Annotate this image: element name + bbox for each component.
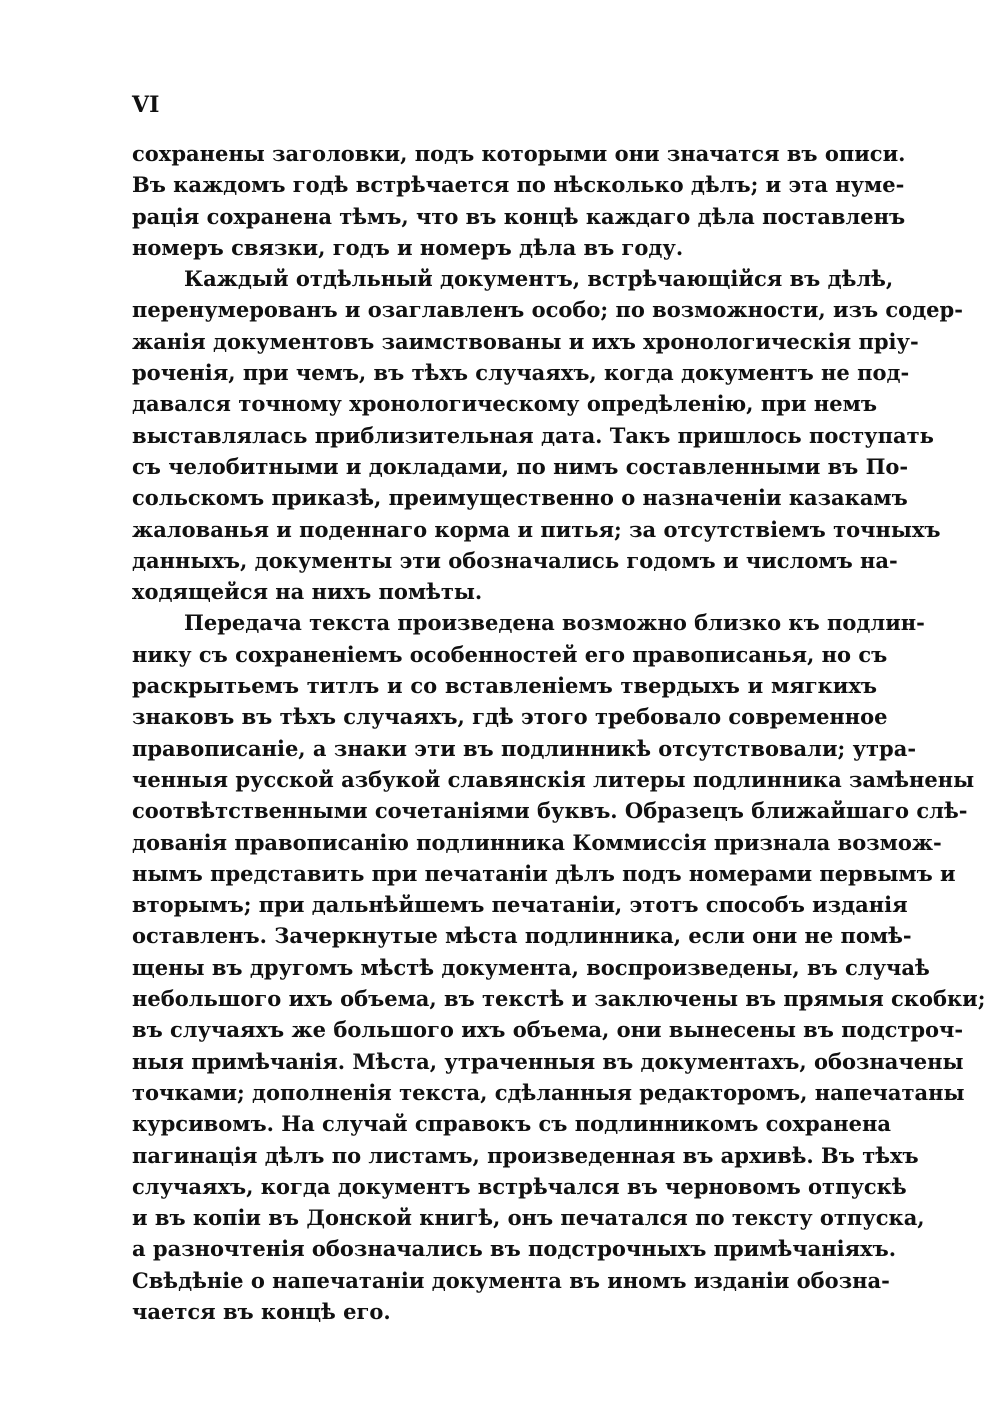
text-line: жанія документовъ заимствованы и ихъ хронологическія пріу-: [132, 328, 919, 354]
text-line: раскрытьемъ титлъ и со вставленіемъ твердыхъ и мягкихъ: [132, 673, 877, 699]
text-line: сохранены заголовки, подъ которыми они значатся въ описи.: [132, 141, 906, 166]
body-text: [132, 138, 986, 1327]
text-line: Каждый отдѣльный документъ, встрѣчающійся въ дѣлѣ,: [184, 266, 894, 292]
text-line: ченныя русской азбукой славянскія литеры подлинника замѣнены: [132, 766, 975, 792]
text-line: соотвѣтственными сочетаніями буквъ. Образецъ ближайшаго слѣ-: [132, 798, 968, 824]
text-line: оставленъ. Зачеркнутые мѣста подлинника, если они не помѣ-: [132, 923, 912, 949]
text-line: номеръ связки, годъ и номеръ дѣла въ году.: [132, 234, 684, 260]
text-line: выставлялась приблизительная дата. Такъ пришлось поступать: [132, 422, 934, 448]
text-line: щены въ другомъ мѣстѣ документа, воспроизведены, въ случаѣ: [132, 954, 930, 980]
text-line: Свѣдѣніе о напечатаніи документа въ иномъ изданіи обозна-: [132, 1267, 890, 1293]
paragraph: [132, 138, 906, 263]
text-line: небольшого ихъ объема, въ текстѣ и заключены въ прямыя скобки;: [132, 986, 986, 1012]
paragraph: [132, 607, 986, 1327]
text-line: правописаніе, а знаки эти въ подлинникѣ отсутствовали; утра-: [132, 735, 917, 761]
text-line: данныхъ, документы эти обозначались годомъ и числомъ на-: [132, 547, 898, 573]
text-line: дованія правописанію подлинника Коммиссія признала возмож-: [132, 829, 942, 855]
text-line: Въ каждомъ годѣ встрѣчается по нѣсколько дѣлъ; и эта нуме-: [132, 172, 905, 198]
paragraph: [132, 263, 963, 607]
text-line: чается въ концѣ его.: [132, 1298, 391, 1324]
text-line: точками; дополненія текста, сдѣланныя редакторомъ, напечатаны: [132, 1079, 965, 1105]
text-line: случаяхъ, когда документъ встрѣчался въ черновомъ отпускѣ: [132, 1173, 907, 1199]
text-line: перенумерованъ и озаглавленъ особо; по возможности, изъ содер-: [132, 297, 963, 323]
page-number: VI: [132, 92, 160, 118]
text-line: давался точному хронологическому опредѣленію, при немъ: [132, 391, 877, 417]
text-line: нику съ сохраненіемъ особенностей его правописанья, но съ: [132, 641, 888, 667]
text-line: ходящейся на нихъ помѣты.: [132, 579, 483, 605]
text-line: роченія, при чемъ, въ тѣхъ случаяхъ, когда документъ не под-: [132, 360, 910, 386]
text-line: Передача текста произведена возможно близко къ подлин-: [184, 610, 925, 636]
text-line: въ случаяхъ же большого ихъ объема, они вынесены въ подстроч-: [132, 1017, 964, 1043]
text-line: ныя примѣчанія. Мѣста, утраченныя въ документахъ, обозначены: [132, 1048, 964, 1074]
text-line: съ челобитными и докладами, по нимъ составленными въ По-: [132, 453, 909, 479]
text-line: знаковъ въ тѣхъ случаяхъ, гдѣ этого требовало современное: [132, 704, 888, 730]
text-line: нымъ представить при печатаніи дѣлъ подъ номерами первымъ и: [132, 860, 956, 886]
text-line: а разночтенія обозначались въ подстрочныхъ примѣчаніяхъ.: [132, 1236, 897, 1262]
text-line: пагинація дѣлъ по листамъ, произведенная въ архивѣ. Въ тѣхъ: [132, 1142, 919, 1168]
text-line: курсивомъ. На случай справокъ съ подлинникомъ сохранена: [132, 1111, 891, 1137]
text-line: жалованья и поденнаго корма и питья; за отсутствіемъ точныхъ: [132, 516, 941, 542]
text-line: вторымъ; при дальнѣйшемъ печатаніи, этотъ способъ изданія: [132, 892, 908, 918]
text-line: и въ копіи въ Донской книгѣ, онъ печатался по тексту отпуска,: [132, 1205, 925, 1231]
text-line: сольскомъ приказѣ, преимущественно о назначеніи казакамъ: [132, 485, 908, 511]
text-line: рація сохранена тѣмъ, что въ концѣ каждаго дѣла поставленъ: [132, 203, 906, 229]
